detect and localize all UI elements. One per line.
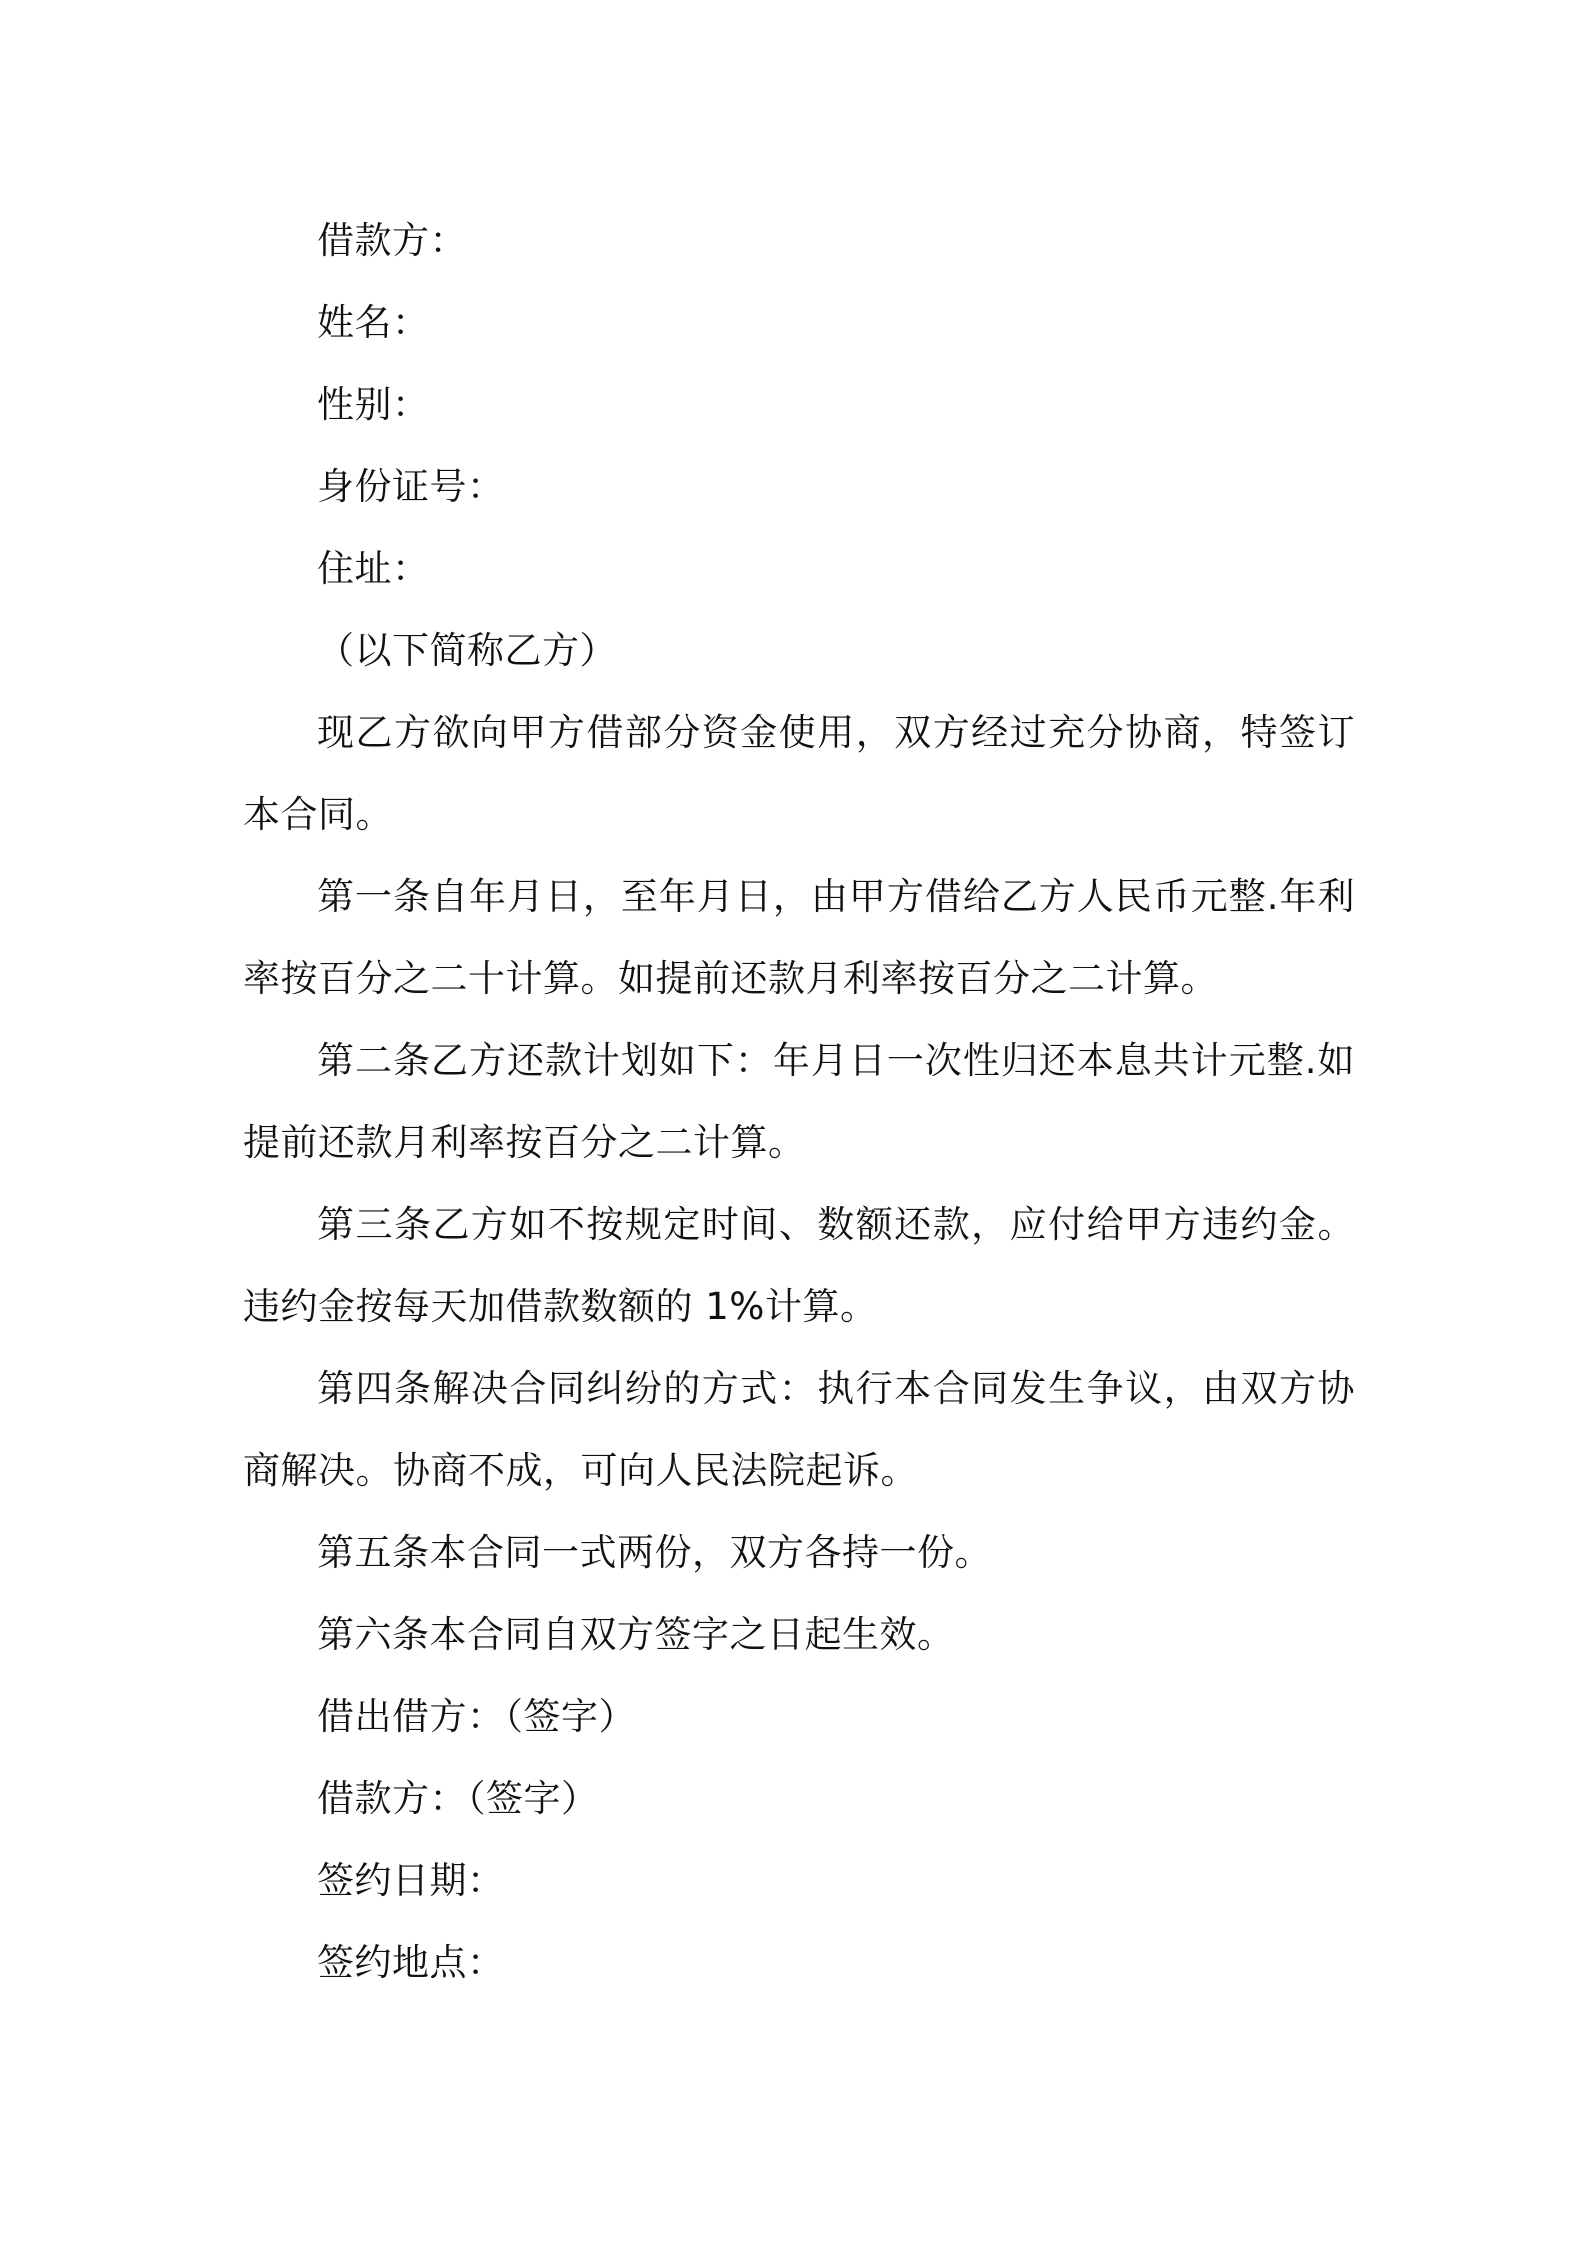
article-1: 第一条自年月日，至年月日，由甲方借给乙方人民币元整.年利率按百分之二十计算。如提前还款月利率按百分之二计算。 (243, 875, 1355, 1000)
signing-date: 签约日期： (317, 1859, 505, 1902)
borrower-label: 借款方： (317, 219, 467, 262)
article-6: 第六条本合同自双方签字之日起生效。 (317, 1613, 955, 1656)
address-field: 住址： (317, 547, 430, 590)
id-number-field: 身份证号： (317, 465, 505, 508)
gender-field: 性别： (317, 383, 430, 426)
lender-signature: 借出借方：（签字） (317, 1695, 636, 1738)
contract-body (243, 200, 1355, 2004)
borrower-signature: 借款方：（签字） (317, 1777, 599, 1820)
article-2: 第二条乙方还款计划如下：年月日一次性归还本息共计元整.如提前还款月利率按百分之二计算。 (243, 1039, 1355, 1164)
article-4: 第四条解决合同纠纷的方式：执行本合同发生争议，由双方协商解决。协商不成，可向人民法院起诉。 (243, 1367, 1355, 1492)
intro-paragraph: 现乙方欲向甲方借部分资金使用，双方经过充分协商，特签订本合同。 (243, 711, 1355, 836)
party-b-note: （以下简称乙方） (317, 629, 617, 672)
name-field: 姓名： (317, 301, 430, 344)
signing-place: 签约地点： (317, 1941, 505, 1984)
article-5: 第五条本合同一式两份，双方各持一份。 (317, 1531, 992, 1574)
article-3: 第三条乙方如不按规定时间、数额还款，应付给甲方违约金。违约金按每天加借款数额的 1%计算。 (243, 1203, 1355, 1328)
